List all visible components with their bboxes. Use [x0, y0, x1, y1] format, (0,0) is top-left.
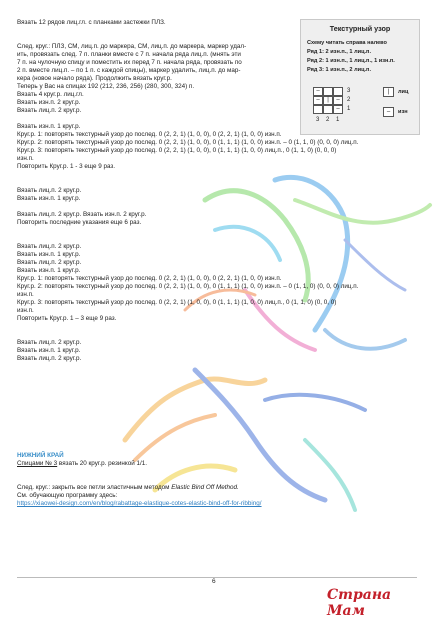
instruction-line: Повторить Круг.р. 1 – 3 еще 9 раз. — [17, 315, 117, 322]
col-number: 3 — [316, 117, 320, 123]
instruction-line: Вязать изн.п. 1 круг.р. — [17, 195, 81, 202]
instruction-line: изн.п. — [17, 155, 34, 162]
chart-cell: – — [313, 87, 323, 96]
row-number: 3 — [347, 88, 351, 94]
legend-row-3: Ряд 3: 1 изн.п., 2 лиц.п. — [307, 67, 371, 73]
row-number: 1 — [347, 106, 351, 112]
instruction-line: Вязать лиц.п. 2 круг.р. — [17, 107, 82, 114]
legend-title: Текстурный узор — [329, 24, 391, 33]
instruction-line: Вязать 4 круг.р. лиц.гл. — [17, 91, 84, 98]
instruction-line: ить, провязать след. 7 п. планки вместе с 7 п. начала ряда лиц.п. (мнять эти — [17, 51, 241, 58]
watercolor-bird-illustration — [95, 140, 433, 540]
instruction-line: Теперь у Вас на спицах 192 (212, 236, 256) (280, 300, 324) п. — [17, 83, 195, 90]
purl-label: изн — [398, 109, 408, 115]
instruction-line: Вязать изн.п. 1 круг.р. — [17, 251, 81, 258]
needles-instruction: Спицами № 3 вязать 20 круг.р. резинкой 1/1. — [17, 460, 147, 467]
instruction-line: Вязать лиц.п. 2 круг.р. — [17, 355, 82, 362]
chart-cell: – — [313, 96, 323, 105]
chart-cell: | — [323, 96, 333, 105]
chart-cell: – — [333, 96, 343, 105]
instruction-line: Круг.р. 1: повторять текстурный узор до послед. 0 (2, 2, 1) (1, 0, 0), 0 (2, 2, 1) (1, 0, 0) изн.п. — [17, 131, 282, 138]
legend-row-2: Ряд 2: 1 изн.п., 1 лиц.п., 1 изн.п. — [307, 58, 395, 64]
instruction-line: Повторить последние указания еще 6 раз. — [17, 219, 142, 226]
page-number: 6 — [212, 578, 216, 585]
texture-pattern-legend — [300, 19, 420, 135]
col-number: 1 — [336, 117, 340, 123]
knit-label: лиц — [398, 89, 409, 95]
instruction-line: Круг.р. 3: повторять текстурный узор до послед. 0 (2, 2, 1) (1, 0, 0), 0 (1, 1, 1) (1, 0, 0) лиц.п., 0 (1, 1, 0) (0, 0, 0) — [17, 299, 337, 306]
instruction-line: Вязать лиц.п. 2 круг.р. — [17, 187, 82, 194]
instruction-line: Круг.р. 2: повторять текстурный узор до послед. 0 (2, 2, 1) (1, 0, 0), 0 (1, 1, 1) (1, 0, 0) изн.п. – 0 (1, 1, 0) (0, 0, 0) лиц.п. — [17, 283, 359, 290]
instruction-line: Круг.р. 1: повторять текстурный узор до послед. 0 (2, 2, 1) (1, 0, 0), 0 (2, 2, 1) (1, 0, 0) изн.п. — [17, 275, 282, 282]
footer-divider — [17, 577, 417, 578]
chart-cell: – — [333, 105, 343, 114]
instruction-line: Круг.р. 2: повторять текстурный узор до послед. 0 (2, 2, 1) (1, 0, 0), 0 (1, 1, 1) (1, 0, 0) изн.п. – 0 (1, 1, 0) (0, 0, 0) лиц.п. — [17, 139, 359, 146]
chart-cell — [323, 105, 333, 114]
instruction-line: Вязать лиц.п. 2 круг.р. Вязать изн.п. 2 круг.р. — [17, 211, 147, 218]
instruction-line: Вязать 12 рядов лиц.гл. с планками застежки ПЛЗ. — [17, 19, 166, 26]
instruction-line: Вязать лиц.п. 2 круг.р. — [17, 259, 82, 266]
instruction-line: Вязать изн.п. 2 круг.р. — [17, 99, 81, 106]
instruction-line: 7 п. на чулочную спицу и поместить их перед 7 п. начала ряда, провязать по — [17, 59, 242, 66]
bind-off-instruction: След. круг.: закрыть все петли эластичным методом Elastic Bind Off Method. — [17, 484, 239, 491]
site-watermark: Страна Мам — [327, 587, 392, 619]
purl-symbol: – — [383, 107, 394, 117]
instruction-line: След. круг.: ПЛЗ, СМ, лиц.п. до маркера, СМ, лиц.п. до маркера, маркер удал- — [17, 43, 247, 50]
section-heading: НИЖНИЙ КРАЙ — [17, 452, 64, 459]
chart-cell — [333, 87, 343, 96]
instruction-line: 2 п. вместе лиц.п. – по 1 п. с каждой спицы), маркер удалить, лиц.п. до мар- — [17, 67, 241, 74]
needles-size: Спицами № 3 — [17, 460, 58, 467]
instruction-line: Вязать лиц.п. 2 круг.р. — [17, 243, 82, 250]
chart-cell — [313, 105, 323, 114]
instruction-line: Вязать изн.п. 1 круг.р. — [17, 347, 81, 354]
tutorial-link[interactable]: https://xiaowei-design.com/en/blog/rabattage-elastique-cotes-elastic-bind-off-for-ribbing/ — [17, 500, 262, 507]
instruction-line: Вязать изн.п. 1 круг.р. — [17, 267, 81, 274]
instruction-line: Повторить Круг.р. 1 - 3 еще 9 раз. — [17, 163, 116, 170]
instruction-line: изн.п. — [17, 291, 34, 298]
knit-symbol: | — [383, 87, 394, 97]
bind-off-method: Elastic Bind Off Method. — [171, 484, 239, 491]
chart-cell — [323, 87, 333, 96]
instruction-line: Круг.р. 3: повторять текстурный узор до послед. 0 (2, 2, 1) (1, 0, 0), 0 (1, 1, 1) (1, 0, 0) лиц.п., 0 (1, 1, 0) (0, 0, 0) — [17, 147, 337, 154]
legend-row-1: Ряд 1: 2 изн.п., 1 лиц.п. — [307, 49, 371, 55]
row-number: 2 — [347, 97, 351, 103]
tutorial-note: См. обучающую программу здесь: — [17, 492, 118, 499]
legend-subtitle: Схему читать справа налево — [307, 40, 387, 46]
instruction-line: изн.п. — [17, 307, 34, 314]
instruction-line: кера (новое начало ряда). Продолжить вязать круг.р. — [17, 75, 172, 82]
instruction-line: Вязать лиц.п. 2 круг.р. — [17, 339, 82, 346]
col-number: 2 — [326, 117, 330, 123]
instruction-line: Вязать изн.п. 1 круг.р. — [17, 123, 81, 130]
